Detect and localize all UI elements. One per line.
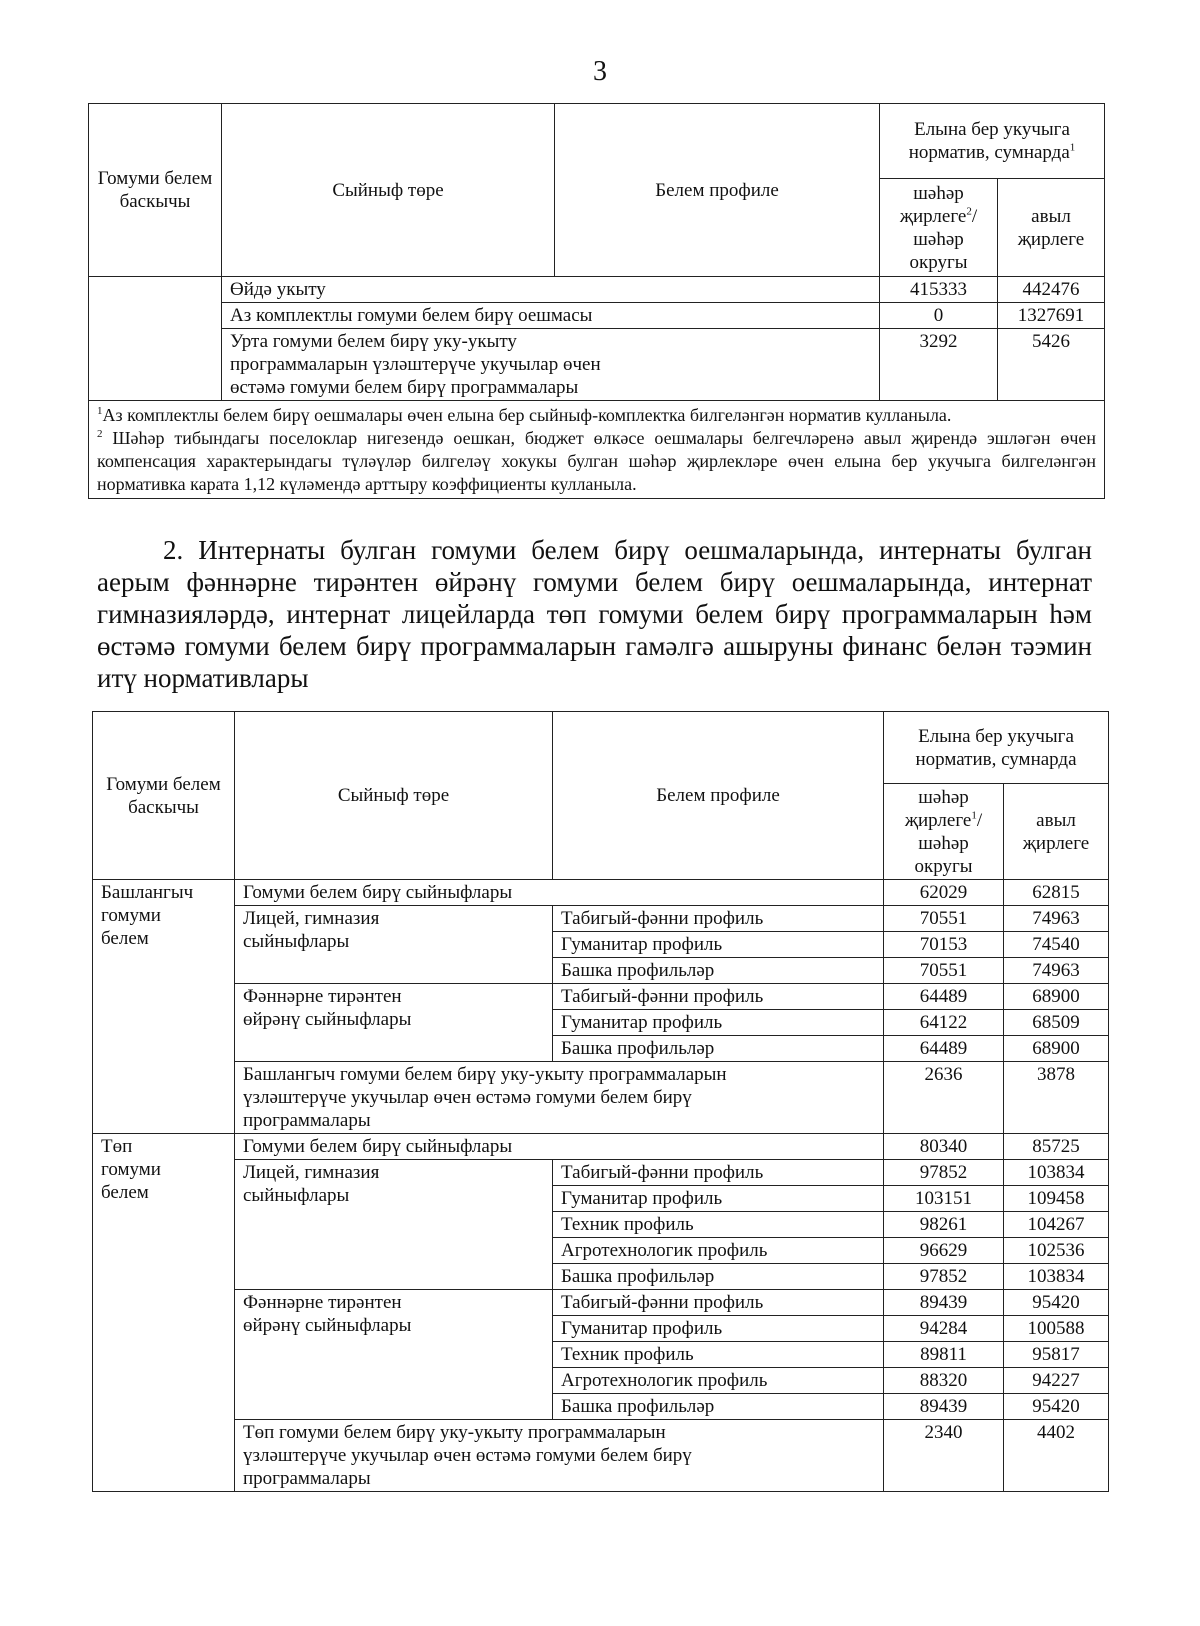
row-label: Башлангыч гомуми белем бирү уку-укыту программаларын үзләштерүче укучылар өчен өстәмә гомуми белем бирү программалары [235, 1062, 884, 1134]
rural-value: 442476 [998, 277, 1105, 303]
level-basic: Төп гомуми белем [93, 1134, 235, 1492]
city-value: 80340 [884, 1134, 1004, 1160]
header-profile: Белем профиле [553, 712, 884, 880]
city-value: 0 [880, 303, 998, 329]
rural-value: 94227 [1004, 1368, 1109, 1394]
row-label: Төп гомуми белем бирү уку-укыту программаларын үзләштерүче укучылар өчен өстәмә гомуми белем бирү программалары [235, 1420, 884, 1492]
profile-name: Табигый-фәнни профиль [553, 1290, 884, 1316]
rural-value: 1327691 [998, 303, 1105, 329]
row-label: Өйдә укыту [222, 277, 880, 303]
rural-value: 74963 [1004, 958, 1109, 984]
city-value: 3292 [880, 329, 998, 401]
funding-table-2 [92, 711, 1109, 1492]
profile-name: Гуманитар профиль [553, 1316, 884, 1342]
footnote-1: $^1$Аз комплектлы белем бирү оешмалары өчен елына бер сыйныф-комплектка билгеләнгән норматив кулланыла. [97, 405, 952, 425]
city-value: 97852 [884, 1264, 1004, 1290]
rural-value: 68900 [1004, 1036, 1109, 1062]
city-value: 94284 [884, 1316, 1004, 1342]
rural-value: 62815 [1004, 880, 1109, 906]
city-value: 64489 [884, 1036, 1004, 1062]
rural-value: 95420 [1004, 1394, 1109, 1420]
row-label: Гомуми белем бирү сыйныфлары [235, 880, 884, 906]
footnotes [89, 401, 1105, 499]
page-number: 3 [593, 56, 607, 87]
city-value: 70551 [884, 906, 1004, 932]
row-label: Гомуми белем бирү сыйныфлары [235, 1134, 884, 1160]
rural-value: 68509 [1004, 1010, 1109, 1036]
header-rural: авыл җирлеге [998, 179, 1105, 277]
row-label: Аз комплектлы гомуми белем бирү оешмасы [222, 303, 880, 329]
row-label: Урта гомуми белем бирү уку-укыту программаларын үзләштерүче укучылар өчен өстәмә гомуми белем бирү программалары [222, 329, 880, 401]
rural-value: 4402 [1004, 1420, 1109, 1492]
header-normative: Елына бер укучыга норматив, сумнарда [884, 712, 1109, 784]
profile-name: Техник профиль [553, 1342, 884, 1368]
header-level: Гомуми белем баскычы [89, 104, 222, 277]
class-type-label: Фәннәрне тирәнтен өйрәнү сыйныфлары [235, 1290, 553, 1420]
footnote-2: $^2$ Шәһәр тибындагы поселоклар нигезендә оешкан, бюджет өлкәсе оешмалары белгечләренә авыл җирендә эшләгән өчен компенсация характерындагы түләүләр билгеләү хокукы булган шәһәр җирлекләре өчен елына бер укучыга билгеләнгән нормативка карата 1,12 күләмендә арттыру коэффициенты кулланыла. [97, 428, 1097, 494]
level-primary: Башлангыч гомуми белем [93, 880, 235, 1134]
city-value: 70551 [884, 958, 1004, 984]
city-value: 89439 [884, 1394, 1004, 1420]
class-type-label: Лицей, гимназия сыйныфлары [235, 906, 553, 984]
rural-value: 102536 [1004, 1238, 1109, 1264]
class-type-label: Лицей, гимназия сыйныфлары [235, 1160, 553, 1290]
profile-name: Башка профильләр [553, 1264, 884, 1290]
funding-table-1 [88, 103, 1105, 499]
city-value: 89811 [884, 1342, 1004, 1368]
header-city: шәһәр җирлеге$^2$/ шәһәр округы [880, 179, 998, 277]
rural-value: 103834 [1004, 1160, 1109, 1186]
profile-name: Табигый-фәнни профиль [553, 984, 884, 1010]
city-value: 96629 [884, 1238, 1004, 1264]
profile-name: Башка профильләр [553, 1394, 884, 1420]
city-value: 97852 [884, 1160, 1004, 1186]
rural-value: 95817 [1004, 1342, 1109, 1368]
rural-value: 103834 [1004, 1264, 1109, 1290]
city-value: 98261 [884, 1212, 1004, 1238]
rural-value: 74963 [1004, 906, 1109, 932]
profile-name: Башка профильләр [553, 1036, 884, 1062]
rural-value: 100588 [1004, 1316, 1109, 1342]
rural-value: 109458 [1004, 1186, 1109, 1212]
level-cell-empty [89, 277, 222, 401]
header-rural: авыл җирлеге [1004, 784, 1109, 880]
city-value: 2636 [884, 1062, 1004, 1134]
city-value: 64122 [884, 1010, 1004, 1036]
header-normative: Елына бер укучыга норматив, сумнарда$^1$ [880, 104, 1105, 179]
header-profile: Белем профиле [555, 104, 880, 277]
rural-value: 74540 [1004, 932, 1109, 958]
header-city: шәһәр җирлеге$^1$/ шәһәр округы [884, 784, 1004, 880]
city-value: 64489 [884, 984, 1004, 1010]
city-value: 62029 [884, 880, 1004, 906]
profile-name: Гуманитар профиль [553, 932, 884, 958]
city-value: 89439 [884, 1290, 1004, 1316]
header-class-type: Сыйныф төре [235, 712, 553, 880]
header-level: Гомуми белем баскычы [93, 712, 235, 880]
profile-name: Табигый-фәнни профиль [553, 906, 884, 932]
rural-value: 95420 [1004, 1290, 1109, 1316]
city-value: 103151 [884, 1186, 1004, 1212]
rural-value: 68900 [1004, 984, 1109, 1010]
city-value: 2340 [884, 1420, 1004, 1492]
rural-value: 85725 [1004, 1134, 1109, 1160]
profile-name: Башка профильләр [553, 958, 884, 984]
rural-value: 5426 [998, 329, 1105, 401]
profile-name: Техник профиль [553, 1212, 884, 1238]
rural-value: 3878 [1004, 1062, 1109, 1134]
profile-name: Гуманитар профиль [553, 1010, 884, 1036]
header-class-type: Сыйныф төре [222, 104, 555, 277]
rural-value: 104267 [1004, 1212, 1109, 1238]
city-value: 88320 [884, 1368, 1004, 1394]
class-type-label: Фәннәрне тирәнтен өйрәнү сыйныфлары [235, 984, 553, 1062]
city-value: 415333 [880, 277, 998, 303]
profile-name: Гуманитар профиль [553, 1186, 884, 1212]
profile-name: Табигый-фәнни профиль [553, 1160, 884, 1186]
city-value: 70153 [884, 932, 1004, 958]
profile-name: Агротехнологик профиль [553, 1368, 884, 1394]
section-paragraph: 2. Интернаты булган гомуми белем бирү оешмаларында, интернаты булган аерым фәннәрне тирәнтен өйрәнү гомуми белем бирү оешмаларында, интернат гимназияләрдә, интернат лицейларда төп гомуми белем бирү программаларын һәм өстәмә гомуми белем бирү программаларын гамәлгә ашыруны финанс белән тәэмин итү нормативлары [97, 535, 1092, 693]
profile-name: Агротехнологик профиль [553, 1238, 884, 1264]
